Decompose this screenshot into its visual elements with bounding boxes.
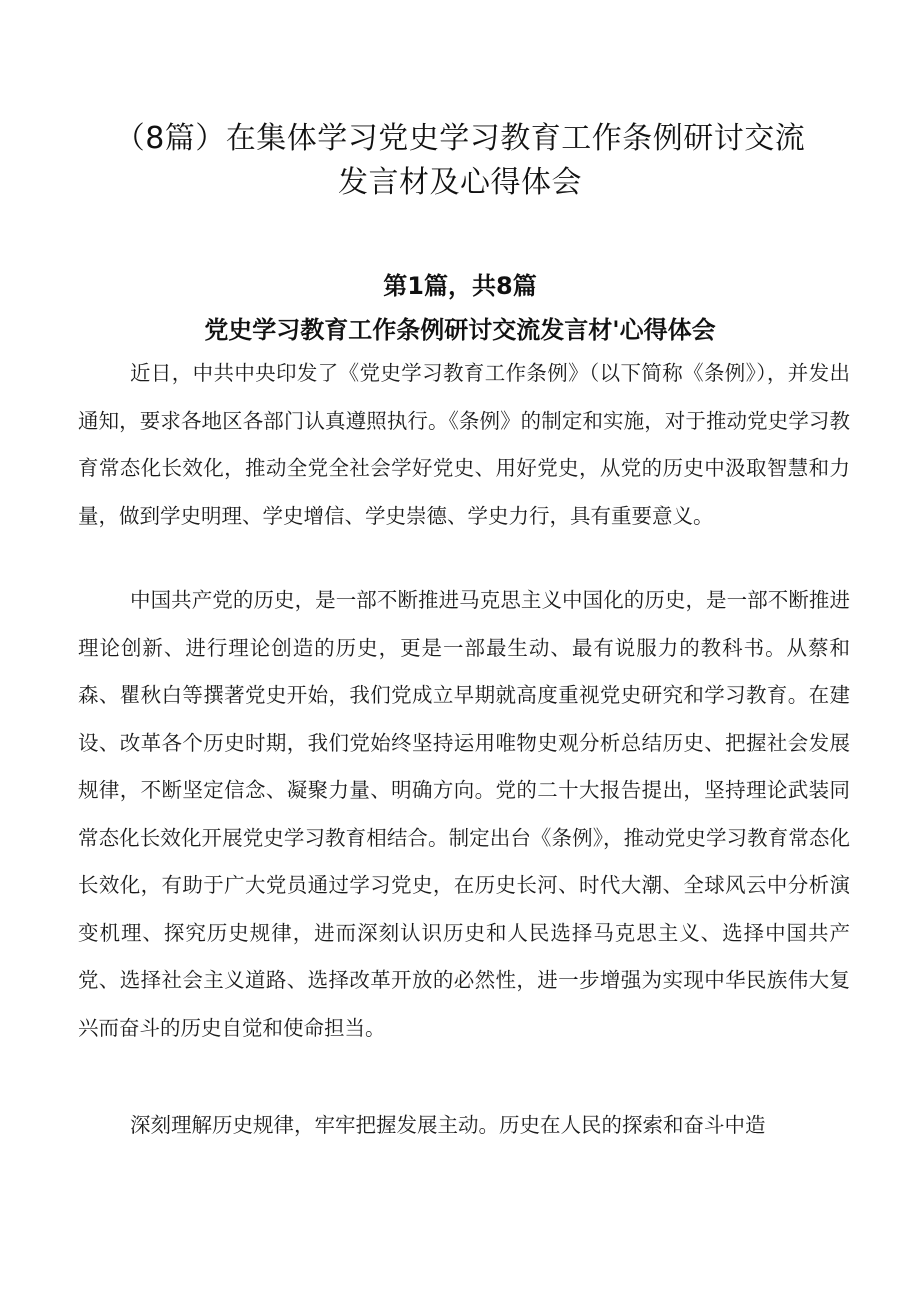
body-paragraph: 近日，中共中央印发了《党史学习教育工作条例》（以下简称《条例》），并发出通知，要求各地区各部门认真遵照执行。《条例》的制定和实施，对于推动党史学习教育常态化长效化，推动全党全社会学好党史、用好党史，从党的历史中汲取智慧和力量，做到学史明理、学史增信、学史崇德、学史力行，具有重要意义。 [78,361,850,528]
body-paragraph: 深刻理解历史规律，牢牢把握发展主动。历史在人民的探索和奋斗中造 [130,1113,766,1137]
section-title: 党史学习教育工作条例研讨交流发言材'心得体会 [204,316,716,344]
document-title-line-1: （8篇）在集体学习党史学习教育工作条例研讨交流 [114,121,806,156]
document-title-line-2: 发言材及心得体会 [338,165,582,200]
section-number: 第1篇，共8篇 [383,272,537,300]
body-paragraph: 中国共产党的历史，是一部不断推进马克思主义中国化的历史，是一部不断推进理论创新、进行理论创造的历史，更是一部最生动、最有说服力的教科书。从蔡和森、瞿秋白等撰著党史开始，我们党成立早期就高度重视党史研究和学习教育。在建设、改革各个历史时期，我们党始终坚持运用唯物史观分析总结历史、把握社会发展规律，不断坚定信念、凝聚力量、明确方向。党的二十大报告提出，坚持理论武装同常态化长效化开展党史学习教育相结合。制定出台《条例》，推动党史学习教育常态化长效化，有助于广大党员通过学习党史，在历史长河、时代大潮、全球风云中分析演变机理、探究历史规律，进而深刻认识历史和人民选择马克思主义、选择中国共产党、选择社会主义道路、选择改革开放的必然性，进一步增强为实现中华民族伟大复兴而奋斗的历史自觉和使命担当。 [78,588,850,1040]
